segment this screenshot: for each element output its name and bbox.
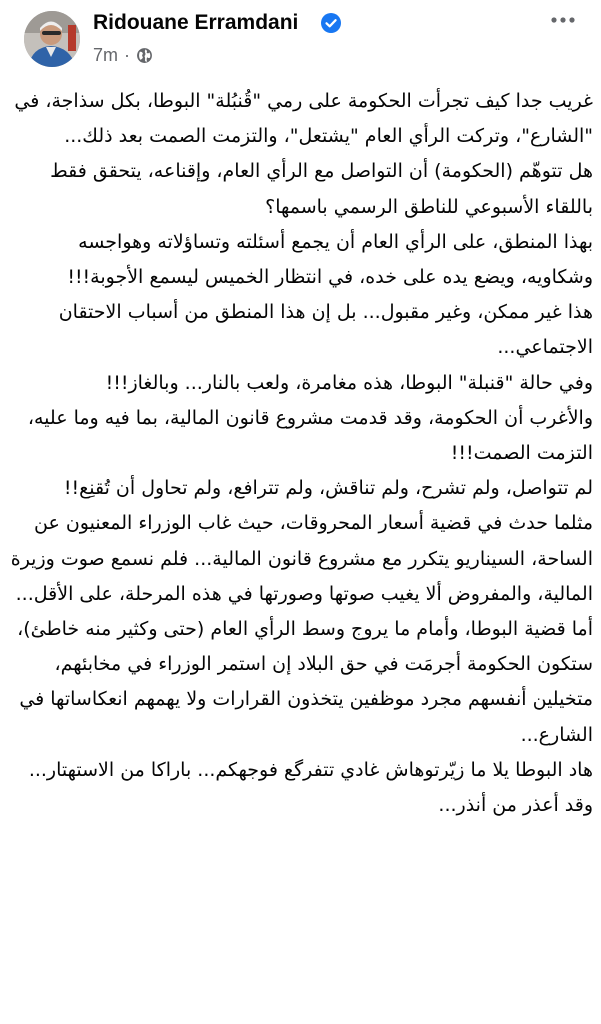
post-paragraph-7: لم تتواصل، ولم تشرح، ولم تناقش، ولم تترافع، ولم تحاول أن تُقنِع!! [63, 477, 593, 500]
verified-badge-icon [321, 13, 341, 33]
post-paragraph-6: والأغرب أن الحكومة، وقد قدمت مشروع قانون المالية، بما فيه وما عليه، التزمت الصمت!!! [27, 406, 593, 465]
meta-separator: · [124, 44, 131, 65]
post-header [0, 0, 601, 80]
post-paragraph-10: هاد البوطا يلا ما زيّرتوهاش غادي تتفرگع فوجهكم... باراكا من الاستهتار... [28, 758, 593, 781]
globe-icon[interactable] [136, 47, 153, 64]
avatar-photo [24, 11, 80, 67]
author-name[interactable]: Ridouane Erramdani [93, 11, 299, 34]
post-timestamp[interactable]: 7m [93, 44, 119, 65]
post-paragraph-8: مثلما حدث في قضية أسعار المحروقات، حيث غاب الوزراء المعنيون عن الساحة، السيناريو يتكرر مع مشروع قانون المالية... فلم نسمع صوت وزيرة المالية، والمفروض ألا يغيب صوتها وصورتها في هذه المرحلة، على الأقل... [10, 512, 593, 605]
more-options-icon[interactable] [548, 10, 578, 30]
post-text [8, 84, 593, 823]
avatar[interactable] [24, 11, 80, 67]
post-paragraph-5: وفي حالة "قنبلة" البوطا، هذه مغامرة، ولعب بالنار... وبالغاز!!! [105, 371, 593, 394]
post-meta [93, 42, 153, 68]
post-paragraph-2: هل تتوهّم (الحكومة) أن التواصل مع الرأي العام، وإقناعه، يتحقق فقط باللقاء الأسبوعي للناطق الرسمي باسمها؟ [50, 160, 593, 218]
post-paragraph-4: هذا غير ممكن، وغير مقبول... بل إن هذا المنطق من أسباب الاحتقان الاجتماعي... [58, 301, 593, 359]
post-paragraph-11: وقد أعذر من أنذر... [438, 794, 593, 817]
post-paragraph-3: بهذا المنطق، على الرأي العام أن يجمع أسئلته وتساؤلاته وهواجسه وشكاويه، ويضع يده على خده، في انتظار الخميس ليسمع الأجوبة!!! [67, 230, 593, 289]
post-paragraph-1: غريب جدا كيف تجرأت الحكومة على رمي "قُنبُلة" البوطا، بكل سذاجة، في "الشارع"، وتركت الرأي العام "يشتعل"، والتزمت الصمت بعد ذلك... [14, 90, 593, 148]
post-paragraph-9: أما قضية البوطا، وأمام ما يروج وسط الرأي العام (حتى وكثير منه خاطئ)، ستكون الحكومة أجرمَت في حق البلاد إن استمر الوزراء في مخابئهم، متخيلين أنفسهم مجرد موظفين يتخذون القرارات ولا يهمهم انعكاساتها في الشارع... [17, 618, 593, 746]
